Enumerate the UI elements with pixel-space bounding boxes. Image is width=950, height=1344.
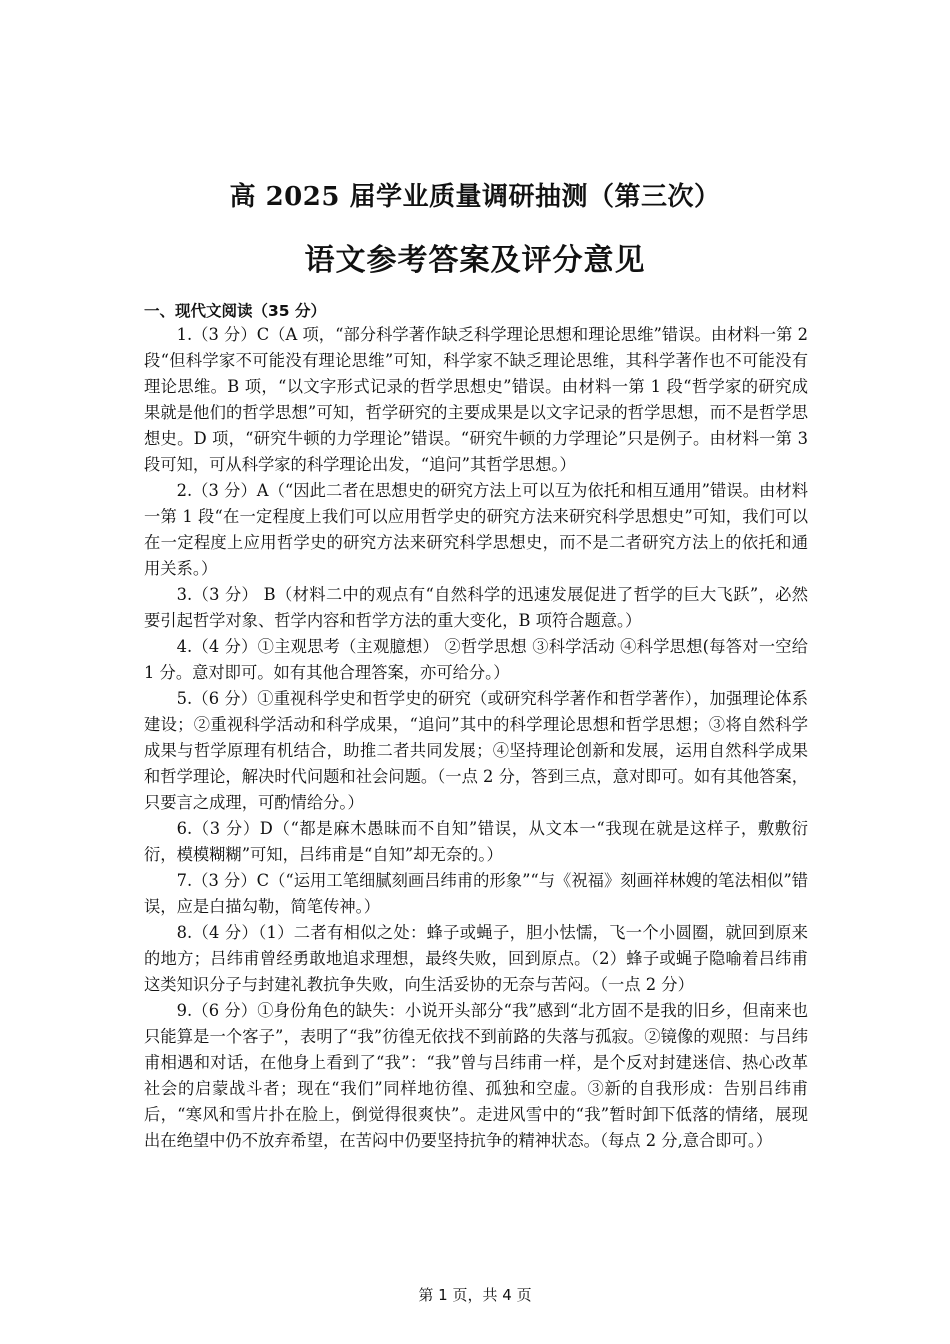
document-subtitle: 语文参考答案及评分意见	[304, 243, 646, 278]
answer-4: 4.（4 分）①主观思考（主观臆想） ②哲学思想 ③科学活动 ④科学思想(每答对一空给 1 分。意对即可。如有其他合理答案，亦可给分。）	[144, 637, 808, 682]
answer-3: 3.（3 分） B（材料二中的观点有“自然科学的迅速发展促进了哲学的巨大飞跃”，必然要引起哲学对象、哲学内容和哲学方法的重大变化，B 项符合题意。）	[144, 585, 808, 630]
answer-7: 7.（3 分）C（“运用工笔细腻刻画吕纬甫的形象”“与《祝福》刻画祥林嫂的笔法相似”错误，应是白描勾勒，简笔传神。）	[144, 871, 808, 916]
document-title: 高 2025 届学业质量调研抽测（第三次）	[229, 182, 721, 212]
page-number: 第 1 页，共 4 页	[418, 1286, 532, 1304]
answer-1: 1.（3 分）C（A 项，“部分科学著作缺乏科学理论思想和理论思维”错误。由材料一第 2 段“但科学家不可能没有理论思维”可知，科学家不缺乏理论思维，其科学著作也不可能没有理论思维。B 项，“以文字形式记录的哲学思想史”错误。由材料一第 1 段“哲学家的研究成果就是他们的哲学思想”可知，哲学研究的主要成果是以文字记录的哲学思想，而不是哲学思想史。D 项，“研究牛顿的力学理论”错误。“研究牛顿的力学理论”只是例子。由材料一第 3 段可知，可从科学家的科学理论出发，“追问”其哲学思想。）	[144, 325, 808, 474]
answer-8: 8.（4 分）（1）二者有相似之处：蜂子或蝇子，胆小怯懦，飞一个小圆圈，就回到原来的地方；吕纬甫曾经勇敢地追求理想，最终失败，回到原点。（2）蜂子或蝇子隐喻着吕纬甫这类知识分子与封建礼教抗争失败，向生活妥协的无奈与苦闷。（一点 2 分）	[144, 923, 808, 994]
answer-9: 9.（6 分）①身份角色的缺失：小说开头部分“我”感到“北方固不是我的旧乡，但南来也只能算是一个客子”，表明了“我”彷徨无依找不到前路的失落与孤寂。②镜像的观照：与吕纬甫相遇和对话，在他身上看到了“我”：“我”曾与吕纬甫一样，是个反对封建迷信、热心改革社会的启蒙战斗者；现在“我们”同样地彷徨、孤独和空虚。③新的自我形成：告别吕纬甫后，“寒风和雪片扑在脸上，倒觉得很爽快”。走进风雪中的“我”暂时卸下低落的情绪，展现出在绝望中仍不放弃希望，在苦闷中仍要坚持抗争的精神状态。（每点 2 分,意合即可。）	[144, 1001, 808, 1150]
answer-6: 6.（3 分）D（“都是麻木愚昧而不自知”错误，从文本一“我现在就是这样子，敷敷衍衍，模模糊糊”可知，吕纬甫是“自知”却无奈的。）	[144, 819, 808, 864]
answer-2: 2.（3 分）A（“因此二者在思想史的研究方法上可以互为依托和相互通用”错误。由材料一第 1 段“在一定程度上我们可以应用哲学史的研究方法来研究科学思想史”可知，我们可以在一定程度上应用哲学史的研究方法来研究科学思想史，而不是二者研究方法上的依托和通用关系。）	[144, 481, 808, 578]
answer-list	[144, 322, 808, 1154]
answer-5: 5.（6 分）①重视科学史和哲学史的研究（或研究科学著作和哲学著作），加强理论体系建设；②重视科学活动和科学成果，“追问”其中的科学理论思想和哲学思想；③将自然科学成果与哲学原理有机结合，助推二者共同发展；④坚持理论创新和发展，运用自然科学成果和哲学理论，解决时代问题和社会问题。（一点 2 分，答到三点，意对即可。如有其他答案，只要言之成理，可酌情给分。）	[144, 689, 808, 812]
section-heading: 一、现代文阅读（35 分）	[144, 302, 326, 320]
